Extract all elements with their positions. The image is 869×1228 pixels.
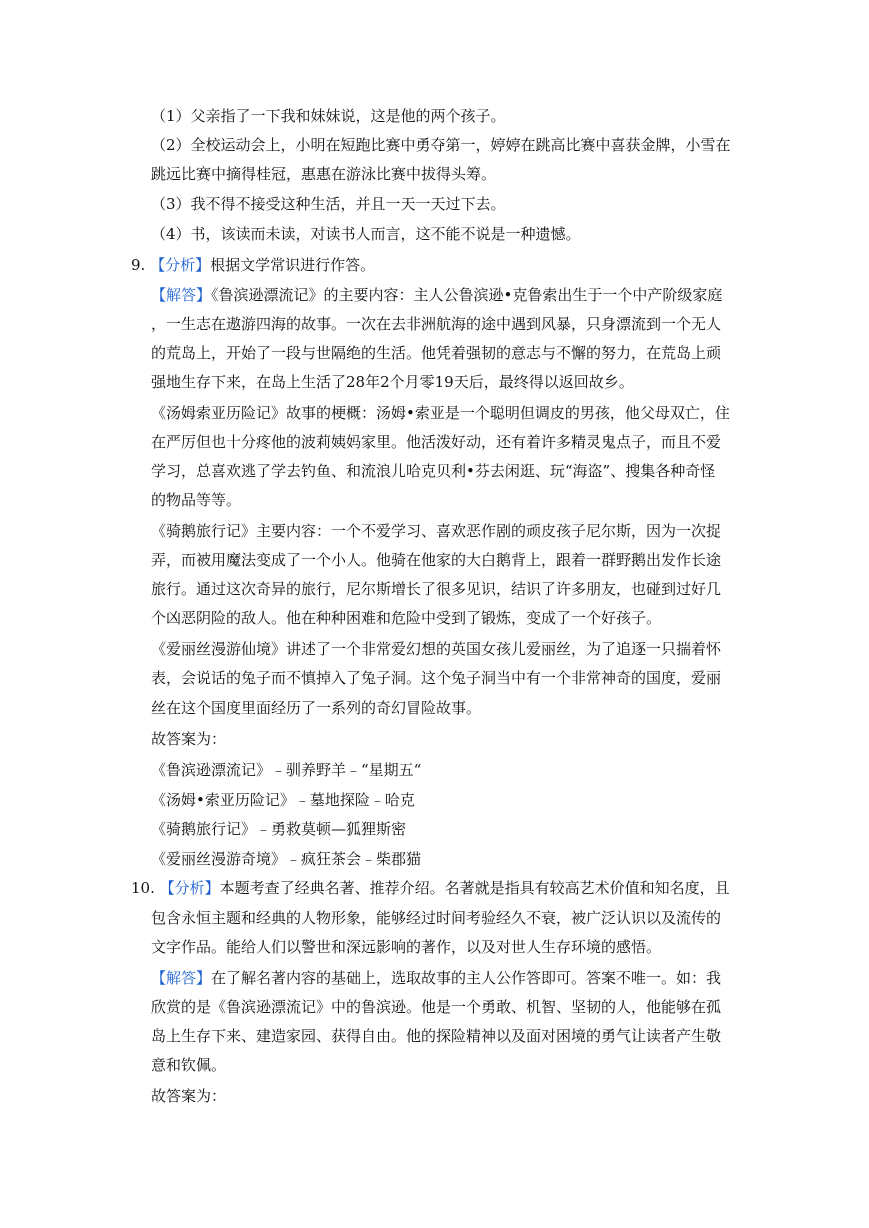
question-10-analysis [131, 878, 730, 898]
question-number: 10. [131, 879, 155, 897]
answer-line: 学习，总喜欢逃了学去钓鱼、和流浪儿哈克贝利•芬去闲逛、玩“海盗”、搜集各种奇怪 [151, 462, 716, 480]
answer-line: 欣赏的是《鲁滨逊漂流记》中的鲁滨逊。他是一个勇敢、机智、坚韧的人，他能够在孤 [151, 998, 722, 1016]
answer-item: 《汤姆•索亚历险记》﹣墓地探险﹣哈克 [151, 791, 415, 809]
analysis-line: 文字作品。能给人们以警世和深远影响的著作，以及对世人生存环境的感悟。 [151, 938, 662, 956]
analysis-text: 根据文学常识进行作答。 [210, 256, 376, 274]
answer-line: 在严厉但也十分疼他的波莉姨妈家里。他活泼好动，还有着许多精灵鬼点子，而且不爱 [151, 433, 722, 451]
answer-line: 的荒岛上，开始了一段与世隔绝的生活。他凭着强韧的意志与不懈的努力，在荒岛上顽 [151, 344, 722, 362]
analysis-tag: 【分析】 [159, 879, 220, 897]
answer-first-line [151, 285, 722, 305]
answer-line: 旅行。通过这次奇异的旅行，尼尔斯增长了很多见识，结识了许多朋友，也碰到过好几 [151, 580, 722, 598]
question-9-analysis [131, 255, 375, 275]
answer-line: 的物品等等。 [151, 491, 242, 509]
question-number: 9. [131, 256, 146, 274]
prev-answer-line: （4）书，该读而未读，对读书人而言，这不能不说是一种遗憾。 [151, 225, 581, 243]
answer-line: ，一生志在遨游四海的故事。一次在去非洲航海的途中遇到风暴，只身漂流到一个无人 [151, 315, 722, 333]
answer-line: 岛上生存下来、建造家园、获得自由。他的探险精神以及面对困境的勇气让读者产生敬 [151, 1027, 722, 1045]
answer-item: 《骑鹅旅行记》﹣勇救莫顿—狐狸斯密 [151, 820, 407, 838]
prev-answer-line: （2）全校运动会上，小明在短跑比赛中勇夺第一，婷婷在跳高比赛中喜获金牌，小雪在 [151, 136, 731, 154]
answer-first-line [151, 968, 721, 988]
answer-item: 《鲁滨逊漂流记》﹣驯养野羊﹣“星期五“ [151, 761, 422, 779]
answer-line: 《爱丽丝漫游仙境》讲述了一个非常爱幻想的英国女孩儿爱丽丝，为了追逐一只揣着怀 [151, 640, 722, 658]
analysis-line: 包含永恒主题和经典的人物形象，能够经过时间考验经久不衰，被广泛认识以及流传的 [151, 909, 722, 927]
analysis-text: 本题考查了经典名著、推荐介绍。名著就是指具有较高艺术价值和知名度，且 [219, 879, 730, 897]
answer-line: 丝在这个国度里面经历了一系列的奇幻冒险故事。 [151, 699, 482, 717]
answer-line: 《骑鹅旅行记》主要内容：一个不爱学习、喜欢恶作剧的顽皮孩子尼尔斯，因为一次捉 [151, 522, 722, 540]
answer-conclusion: 故答案为： [151, 1087, 227, 1105]
prev-answer-line: 跳远比赛中摘得桂冠，惠惠在游泳比赛中拔得头筹。 [151, 165, 497, 183]
answer-item: 《爱丽丝漫游奇境》﹣疯狂茶会﹣柴郡猫 [151, 850, 422, 868]
analysis-tag: 【分析】 [150, 256, 211, 274]
answer-line: 《汤姆索亚历险记》故事的梗概：汤姆•索亚是一个聪明但调皮的男孩，他父母双亡，住 [151, 404, 730, 422]
answer-tag: 【解答】 [151, 969, 212, 987]
answer-tag: 【解答】 [151, 286, 212, 304]
answer-line: 个凶恶阴险的敌人。他在种种困难和危险中受到了锻炼，变成了一个好孩子。 [151, 609, 662, 627]
prev-answer-line: （3）我不得不接受这种生活，并且一天一天过下去。 [151, 195, 506, 213]
answer-conclusion: 故答案为： [151, 730, 227, 748]
answer-line: 表，会说话的兔子而不慎掉入了兔子洞。这个兔子洞当中有一个非常神奇的国度，爱丽 [151, 669, 722, 687]
answer-line: 强地生存下来，在岛上生活了28年2个月零19天后，最终得以返回故乡。 [151, 373, 634, 391]
answer-line: 意和钦佩。 [151, 1056, 227, 1074]
answer-text: 在了解名著内容的基础上，选取故事的主人公作答即可。答案不唯一。如：我 [211, 969, 722, 987]
answer-line: 弄，而被用魔法变成了一个小人。他骑在他家的大白鹅背上，跟着一群野鹅出发作长途 [151, 551, 722, 569]
answer-text: 《鲁滨逊漂流记》的主要内容：主人公鲁滨逊•克鲁索出生于一个中产阶级家庭 [211, 286, 723, 304]
prev-answer-line: （1）父亲指了一下我和妹妹说，这是他的两个孩子。 [151, 107, 506, 125]
